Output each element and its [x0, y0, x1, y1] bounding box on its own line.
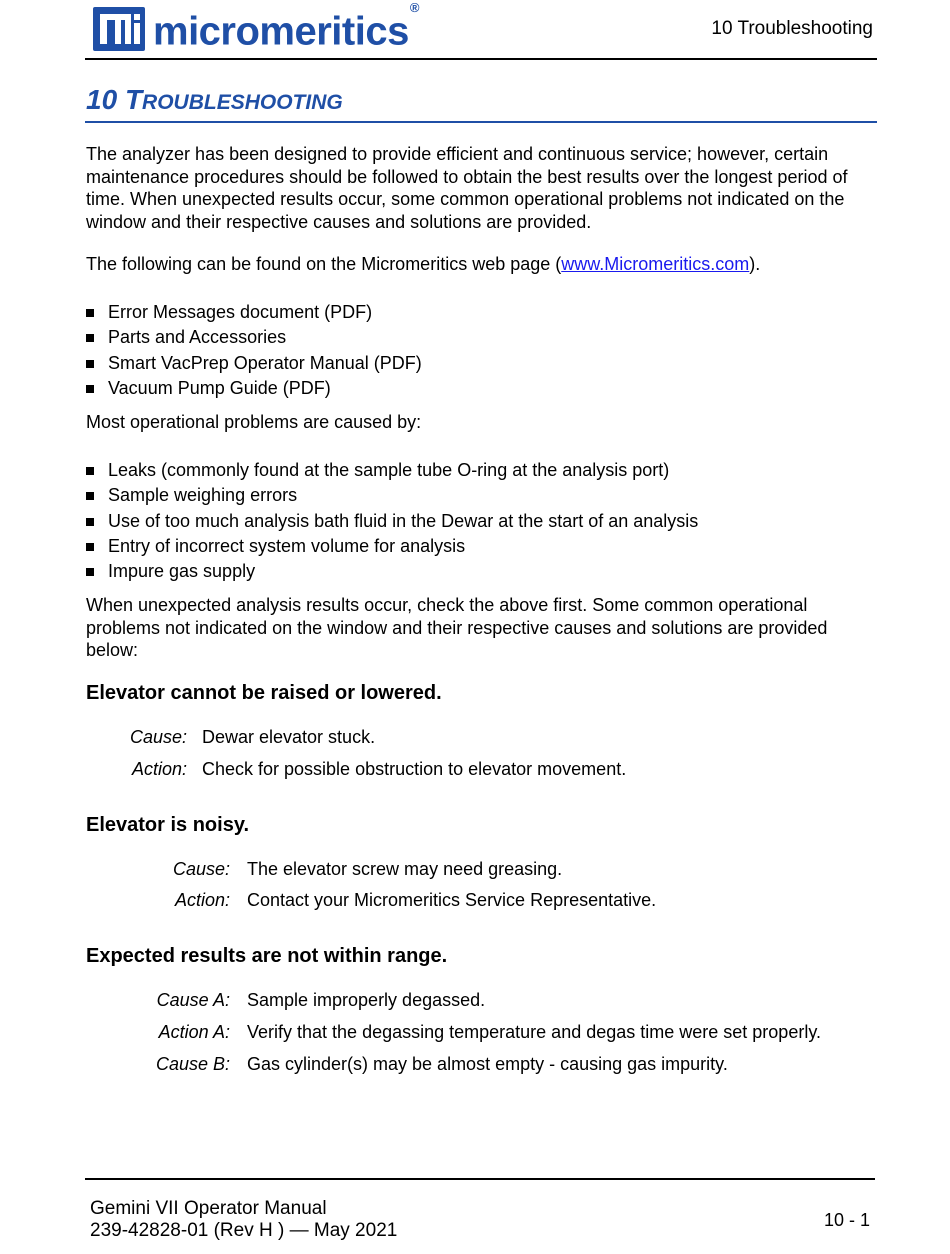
row-label: Action: — [174, 890, 230, 910]
row-label: Cause B: — [155, 1054, 230, 1074]
check-first-paragraph: When unexpected analysis results occur, check the above first. Some common operational problems not indicated on the window and their respective causes and solutions are provided below: — [86, 595, 828, 660]
bullet-square-icon — [86, 334, 94, 342]
website-text-after: ). — [749, 254, 761, 274]
row-label: Cause: — [172, 859, 230, 879]
resource-list — [86, 300, 422, 401]
bullet-square-icon — [86, 360, 94, 368]
row-label: Cause A: — [156, 990, 230, 1010]
bullet-square-icon — [86, 492, 94, 500]
row-text: Sample improperly degassed. — [247, 990, 486, 1010]
bullet-square-icon — [86, 309, 94, 317]
row-label: Action: — [131, 759, 187, 779]
bullet-square-icon — [86, 385, 94, 393]
list-item: Leaks (commonly found at the sample tube O-ring at the analysis port) — [86, 458, 698, 483]
list-item: Impure gas supply — [86, 559, 698, 584]
row-text: Dewar elevator stuck. — [202, 727, 376, 747]
row-text: Contact your Micromeritics Service Representative. — [247, 890, 657, 910]
bullet-square-icon — [86, 543, 94, 551]
row-text: Gas cylinder(s) may be almost empty - causing gas impurity. — [247, 1054, 728, 1074]
page-number: 10 - 1 — [823, 1210, 870, 1230]
list-item: Entry of incorrect system volume for analysis — [86, 534, 698, 559]
problem-heading: Elevator is noisy. — [86, 814, 250, 836]
footer-manual-title: Gemini VII Operator Manual — [90, 1198, 327, 1219]
causes-list — [86, 458, 698, 584]
website-text-before: The following can be found on the Micromeritics web page ( — [86, 254, 562, 274]
row-text: Check for possible obstruction to elevator movement. — [202, 759, 627, 779]
list-item: Smart VacPrep Operator Manual (PDF) — [86, 351, 422, 376]
problem-heading: Elevator cannot be raised or lowered. — [86, 682, 442, 704]
footer-doc-number: 239-42828-01 (Rev H ) — May 2021 — [90, 1220, 398, 1241]
problem-heading: Expected results are not within range. — [86, 945, 448, 967]
logo-text: micromeritics — [153, 9, 409, 54]
registered-mark: ® — [409, 0, 419, 16]
chapter-title — [86, 84, 343, 116]
running-header-title: 10 Troubleshooting — [711, 18, 873, 39]
logo-mark-icon — [93, 7, 145, 51]
row-text: Verify that the degassing temperature and degas time were set properly. — [247, 1022, 821, 1042]
intro-paragraph: The analyzer has been designed to provide efficient and continuous service; however, certain maintenance procedures should be followed to obtain the best results over the longest period of time. When unexpected results occur, some common operational problems not indicated on the window and their respective causes and solutions are provided. — [86, 144, 848, 232]
bullet-square-icon — [86, 518, 94, 526]
list-item: Parts and Accessories — [86, 325, 422, 350]
bullet-square-icon — [86, 467, 94, 475]
row-label: Cause: — [129, 727, 187, 747]
chapter-title-rest: ROUBLESHOOTING — [142, 91, 343, 114]
list-item: Error Messages document (PDF) — [86, 300, 422, 325]
list-item: Sample weighing errors — [86, 483, 698, 508]
micromeritics-website-link[interactable]: www.Micromeritics.com — [561, 254, 750, 274]
list-item: Use of too much analysis bath fluid in the Dewar at the start of an analysis — [86, 509, 698, 534]
logo-wordmark — [153, 0, 419, 54]
row-label: Action A: — [158, 1022, 230, 1042]
chapter-title-initial: T — [124, 84, 143, 115]
bullet-square-icon — [86, 568, 94, 576]
row-text: The elevator screw may need greasing. — [247, 859, 563, 879]
causes-intro: Most operational problems are caused by: — [86, 412, 422, 432]
website-paragraph — [86, 253, 876, 276]
chapter-number: 10 — [86, 84, 118, 115]
footer-divider — [85, 1178, 875, 1180]
micromeritics-logo — [93, 0, 419, 54]
chapter-divider — [85, 121, 877, 123]
header-divider — [85, 58, 877, 60]
list-item: Vacuum Pump Guide (PDF) — [86, 376, 422, 401]
